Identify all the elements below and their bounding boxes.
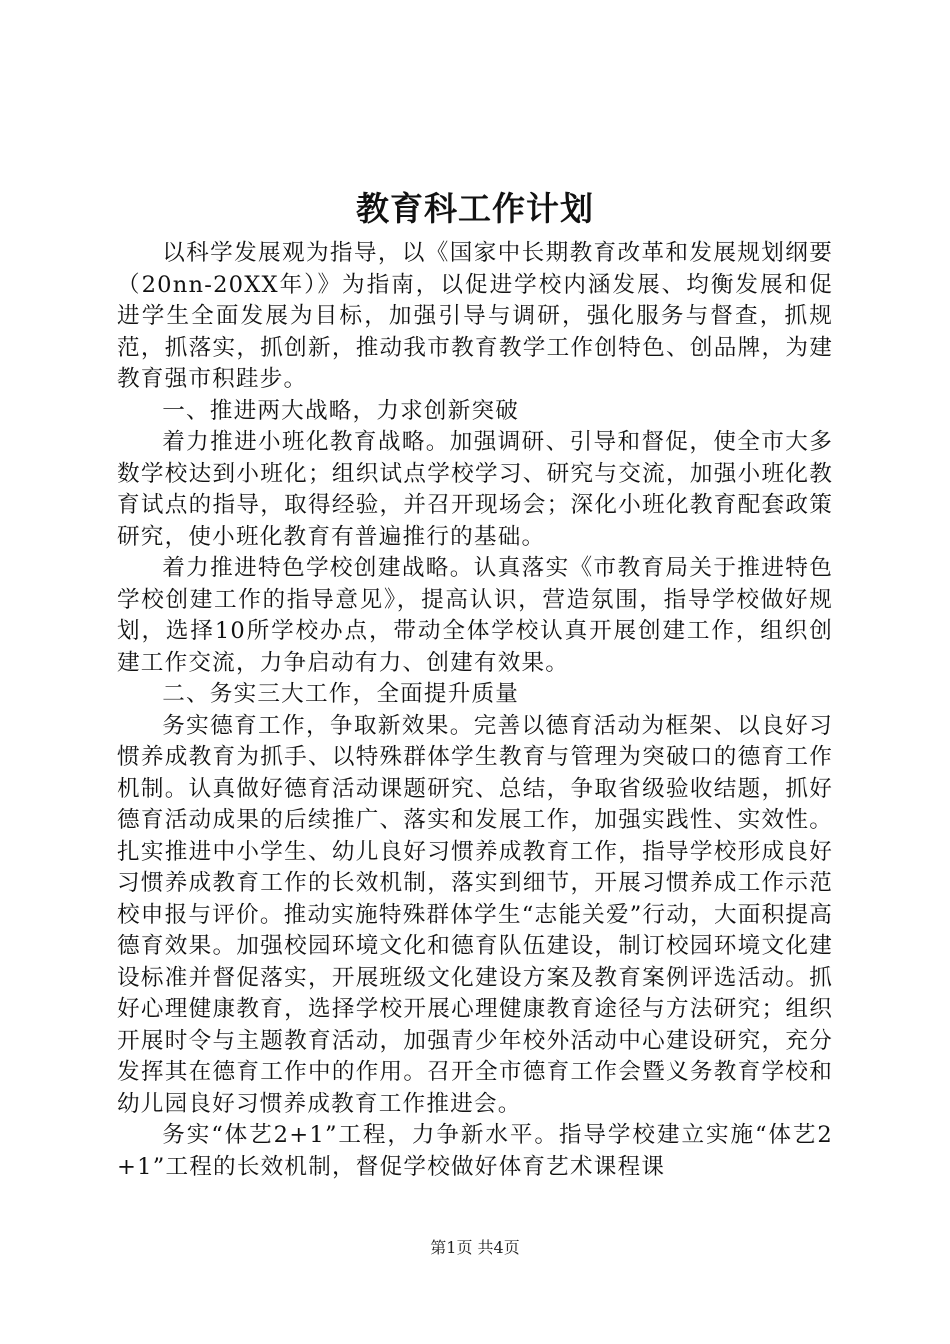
body-paragraph: 务实德育工作，争取新效果。完善以德育活动为框架、以良好习惯养成教育为抓手、以特殊群体学生教育与管理为突破口的德育工作机制。认真做好德育活动课题研究、总结，争取省级验收结题，抓好德育活动成果的后续推广、落实和发展工作，加强实践性、实效性。扎实推进中小学生、幼儿良好习惯养成教育工作，指导学校形成良好习惯养成教育工作的长效机制，落实到细节，开展习惯养成工作示范校申报与评价。推动实施特殊群体学生“志能关爱”行动，大面积提高德育效果。加强校园环境文化和德育队伍建设，制订校园环境文化建设标准并督促落实，开展班级文化建设方案及教育案例评选活动。抓好心理健康教育，选择学校开展心理健康教育途径与方法研究；组织开展时令与主题教育活动，加强青少年校外活动中心建设研究，充分发挥其在德育工作中的作用。召开全市德育工作会暨义务教育学校和幼儿园良好习惯养成教育工作推进会。 [117,712,833,1117]
section-heading-1: 一、推进两大战略，力求创新突破 [162,397,520,424]
page-footer: 第1页 共4页 [430,1238,520,1257]
body-paragraph: 着力推进特色学校创建战略。认真落实《市教育局关于推进特色学校创建工作的指导意见》，提高认识，营造氛围，指导学校做好规划，选择10所学校办点，带动全体学校认真开展创建工作，组织创建工作交流，力争启动有力、创建有效果。 [117,555,833,676]
document-body [117,238,833,1183]
document-title: 教育科工作计划 [356,189,594,228]
body-paragraph: 务实“体艺2+1”工程，力争新水平。指导学校建立实施“体艺2+1”工程的长效机制，督促学校做好体育艺术课程课 [117,1122,833,1180]
body-paragraph: 着力推进小班化教育战略。加强调研、引导和督促，使全市大多数学校达到小班化；组织试点学校学习、研究与交流，加强小班化教育试点的指导，取得经验，并召开现场会；深化小班化教育配套政策研究，使小班化教育有普遍推行的基础。 [117,429,833,550]
intro-paragraph: 以科学发展观为指导，以《国家中长期教育改革和发展规划纲要（20nn-20XX年）》为指南，以促进学校内涵发展、均衡发展和促进学生全面发展为目标，加强引导与调研，强化服务与督查，抓规范，抓落实，抓创新，推动我市教育教学工作创特色、创品牌，为建教育强市积跬步。 [117,240,833,392]
section-heading-2: 二、务实三大工作，全面提升质量 [162,681,520,707]
